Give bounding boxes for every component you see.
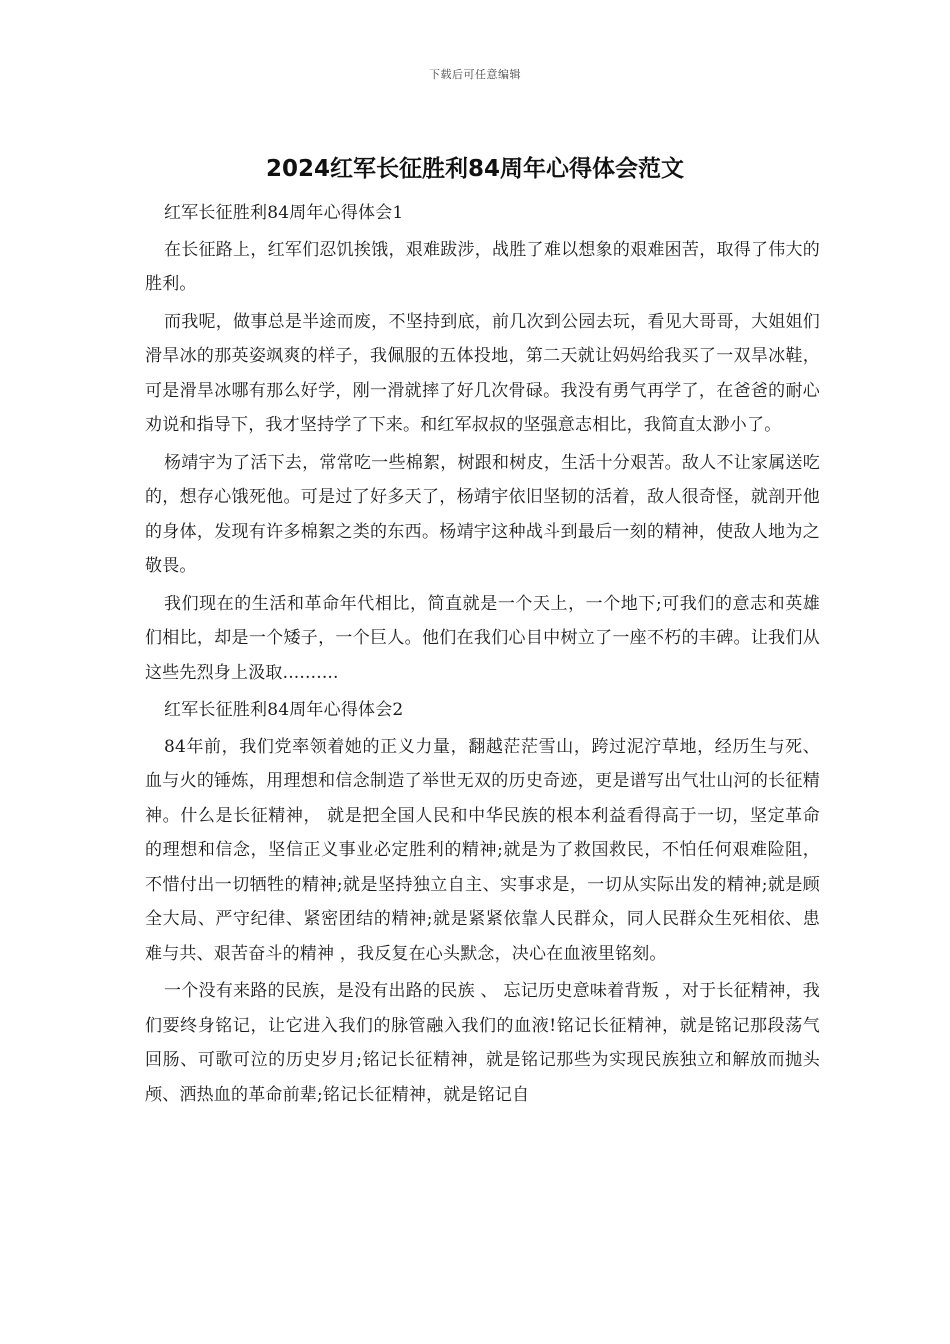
header-note: 下载后可任意编辑: [429, 68, 521, 81]
section-heading: 红军长征胜利84周年心得体会2: [164, 700, 404, 720]
section-heading: 红军长征胜利84周年心得体会1: [164, 203, 404, 223]
paragraph: 而我呢，做事总是半途而废，不坚持到底，前几次到公园去玩，看见大哥哥，大姐姐们滑旱冰的那英姿飒爽的样子，我佩服的五体投地，第二天就让妈妈给我买了一双旱冰鞋，可是滑旱冰哪有那么好学，刚一滑就摔了好几次骨碌。我没有勇气再学了，在爸爸的耐心劝说和指导下，我才坚持学了下来。和红军叔叔的坚强意志相比，我简直太渺小了。: [145, 311, 820, 435]
paragraph: 我们现在的生活和革命年代相比，简直就是一个天上，一个地下;可我们的意志和英雄们相比，却是一个矮子，一个巨人。他们在我们心目中树立了一座不朽的丰碑。让我们从这些先烈身上汲取..........: [145, 593, 820, 683]
page-title: 2024红军长征胜利84周年心得体会范文: [265, 156, 685, 182]
document-body: [145, 196, 820, 1115]
paragraph: 84年前，我们党率领着她的正义力量，翻越茫茫雪山，跨过泥泞草地，经历生与死、血与火的锤炼，用理想和信念制造了举世无双的历史奇迹，更是谱写出气壮山河的长征精神。什么是长征精神， 就是把全国人民和中华民族的根本利益看得高于一切，坚定革命的理想和信念，坚信正义事业必定胜利的精神;就是为了救国救民，不怕任何艰难险阻，不惜付出一切牺牲的精神;就是坚持独立自主、实事求是，一切从实际出发的精神;就是顾全大局、严守纪律、紧密团结的精神;就是紧紧依靠人民群众，同人民群众生死相依、患难与共、艰苦奋斗的精神 ，我反复在心头默念，决心在血液里铭刻。: [145, 736, 820, 964]
paragraph: 一个没有来路的民族，是没有出路的民族 、 忘记历史意味着背叛 ，对于长征精神，我们要终身铭记，让它进入我们的脉管融入我们的血液!铭记长征精神，就是铭记那段荡气回肠、可歌可泣的历史岁月;铭记长征精神，就是铭记那些为实现民族独立和解放而抛头颅、洒热血的革命前辈;铭记长征精神，就是铭记自: [145, 981, 820, 1105]
paragraph: 在长征路上，红军们忍饥挨饿，艰难跋涉，战胜了难以想象的艰难困苦，取得了伟大的胜利。: [145, 239, 820, 294]
paragraph: 杨靖宇为了活下去，常常吃一些棉絮，树跟和树皮，生活十分艰苦。敌人不让家属送吃的，想存心饿死他。可是过了好多天了，杨靖宇依旧坚韧的活着，敌人很奇怪，就剖开他的身体，发现有许多棉絮之类的东西。杨靖宇这种战斗到最后一刻的精神，使敌人地为之敬畏。: [145, 452, 820, 576]
